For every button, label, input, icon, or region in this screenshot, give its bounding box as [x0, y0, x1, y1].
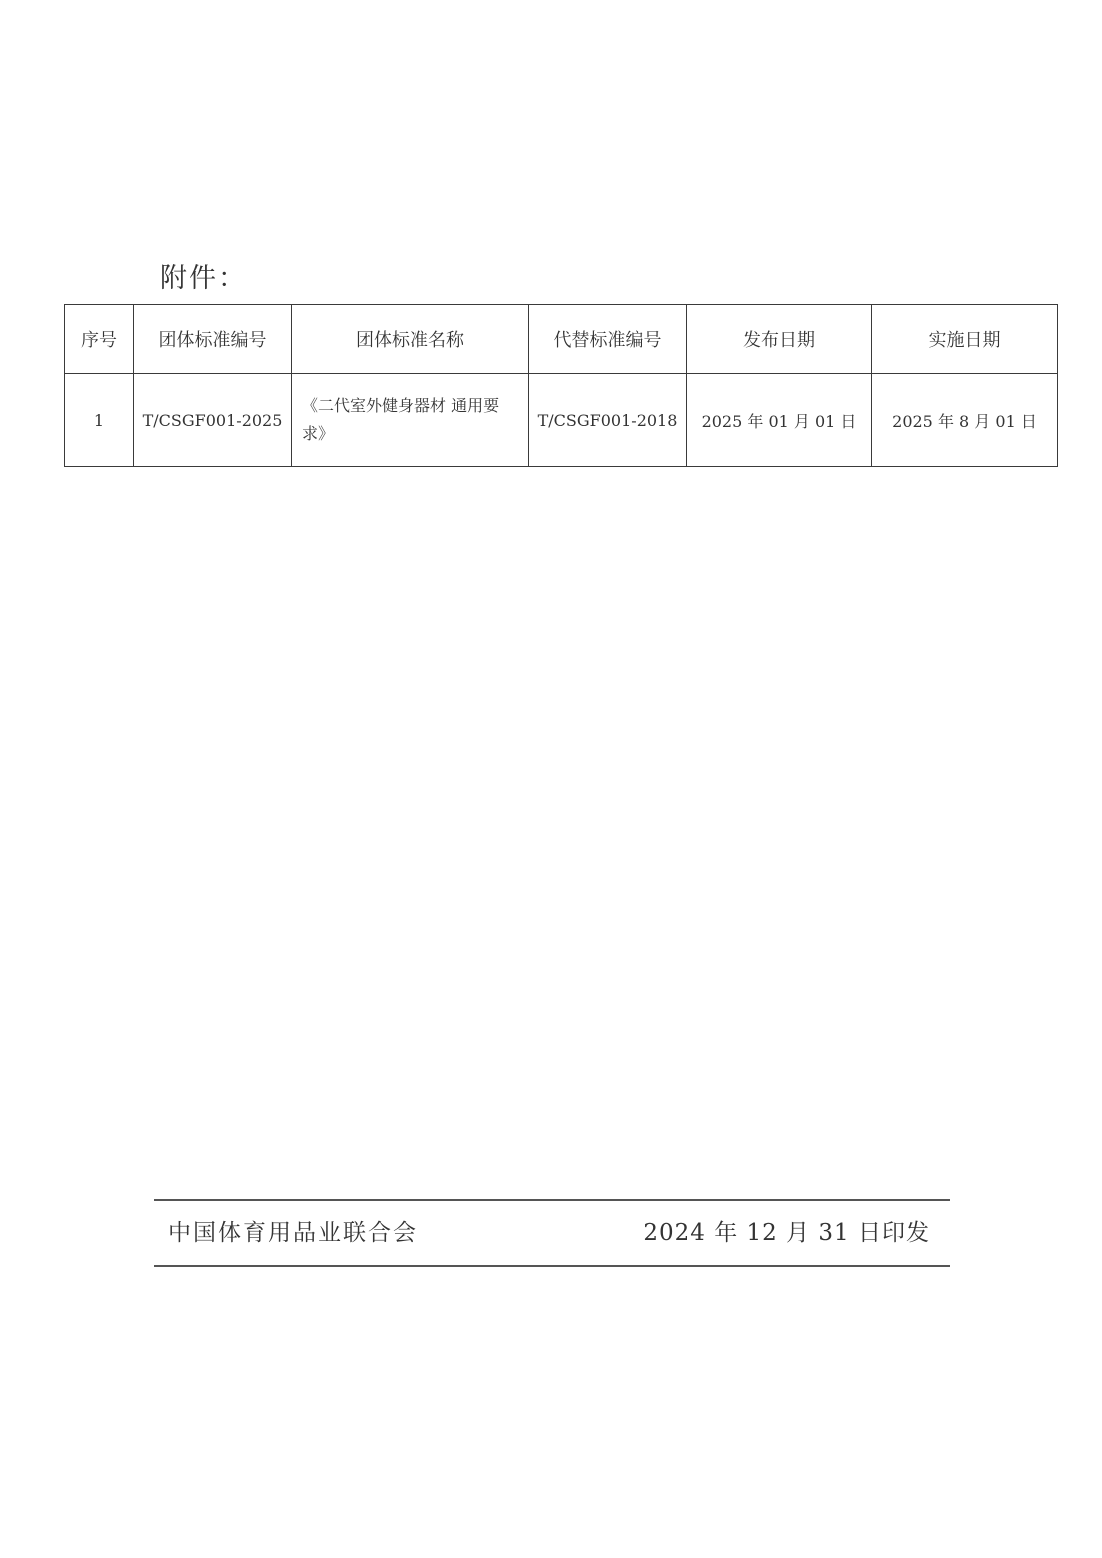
cell-publish-date: 2025 年 01 月 01 日 [687, 374, 872, 467]
header-replaced-no: 代替标准编号 [529, 305, 687, 374]
table-row [65, 374, 1058, 467]
footer-top-divider [154, 1199, 950, 1201]
footer-bottom-divider [154, 1265, 950, 1267]
footer-organization: 中国体育用品业联合会 [168, 1220, 418, 1246]
attachment-label: 附件： [160, 263, 247, 294]
header-effective-date: 实施日期 [872, 305, 1058, 374]
table-header-row [65, 305, 1058, 374]
cell-replaced-no: T/CSGF001-2018 [529, 374, 687, 467]
cell-standard-no: T/CSGF001-2025 [134, 374, 292, 467]
header-standard-name: 团体标准名称 [292, 305, 529, 374]
footer-issue-date: 2024 年 12 月 31 日印发 [643, 1220, 930, 1246]
cell-index: 1 [65, 374, 134, 467]
header-publish-date: 发布日期 [687, 305, 872, 374]
cell-standard-name: 《二代室外健身器材 通用要求》 [292, 374, 529, 467]
header-standard-no: 团体标准编号 [134, 305, 292, 374]
header-index: 序号 [65, 305, 134, 374]
standards-table [64, 304, 1058, 467]
cell-effective-date: 2025 年 8 月 01 日 [872, 374, 1058, 467]
